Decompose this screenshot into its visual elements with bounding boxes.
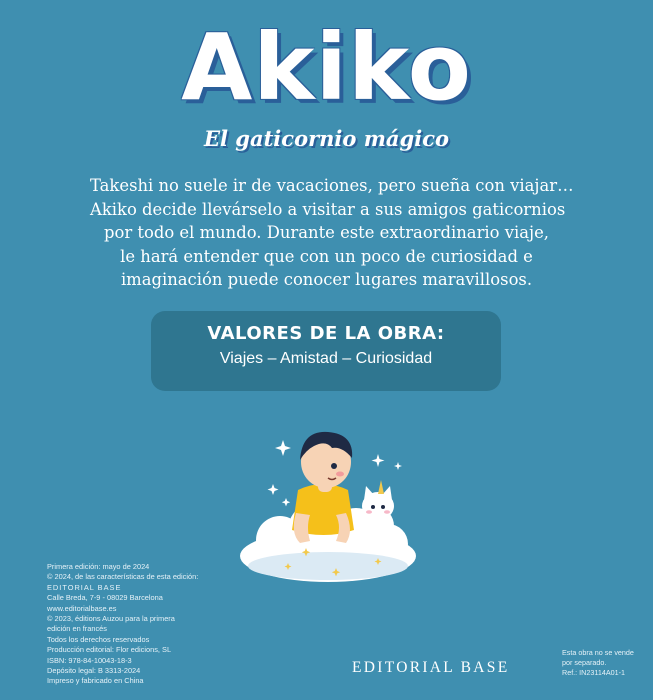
book-subtitle: El gaticornio mágico: [204, 126, 449, 151]
blurb-line: por todo el mundo. Durante este extraordinario viaje,: [103, 223, 550, 242]
blurb-line: Takeshi no suele ir de vacaciones, pero sueña con viajar…: [90, 176, 574, 195]
boy-figure: [292, 432, 354, 543]
credit-line: Todos los derechos reservados: [47, 634, 150, 644]
notice-line: Esta obra no se vende: [562, 648, 634, 657]
notice-line: Ref.: IN23114A01-1: [562, 667, 625, 677]
blurb-line: le hará entender que con un poco de curiosidad e: [120, 246, 533, 266]
book-blurb: [90, 174, 574, 292]
notice-line: por separado.: [562, 657, 607, 667]
copyright-credits: [47, 562, 257, 687]
blurb-line: imaginación puede conocer lugares maravillosos.: [120, 270, 533, 289]
credit-line: EDITORIAL BASE: [47, 582, 122, 592]
credit-line: Depósito legal: B 3313-2024: [47, 666, 141, 676]
credit-line: Calle Breda, 7-9 - 08029 Barcelona: [47, 593, 163, 603]
values-list: Viajes – Amistad – Curiosidad: [219, 350, 433, 367]
credit-line: edición en francés: [47, 624, 107, 634]
credit-line: Producción editorial: Flor edicions, SL: [47, 645, 172, 655]
boy-and-cat-on-cloud-illustration: [228, 418, 428, 593]
book-title: Akiko: [181, 14, 472, 121]
values-heading: VALORES DE LA OBRA:: [207, 323, 445, 344]
credit-line: © 2024, de las características de esta edición:: [47, 572, 199, 582]
credit-line: ISBN: 978-84-10043-18-3: [47, 655, 132, 665]
unicorn-cat-figure: [362, 480, 394, 544]
credit-line: © 2023, éditions Auzou para la primera: [47, 614, 175, 624]
values-box: [151, 311, 501, 391]
credit-line: Primera edición: mayo de 2024: [47, 562, 150, 571]
blurb-line: Akiko decide llevárselo a visitar a sus amigos gaticornios: [90, 199, 566, 219]
credit-line: www.editorialbase.es: [47, 603, 117, 613]
publisher-name: EDITORIAL BASE: [352, 659, 510, 676]
sale-notice: [562, 648, 652, 677]
credit-line: Impreso y fabricado en China: [47, 676, 144, 686]
